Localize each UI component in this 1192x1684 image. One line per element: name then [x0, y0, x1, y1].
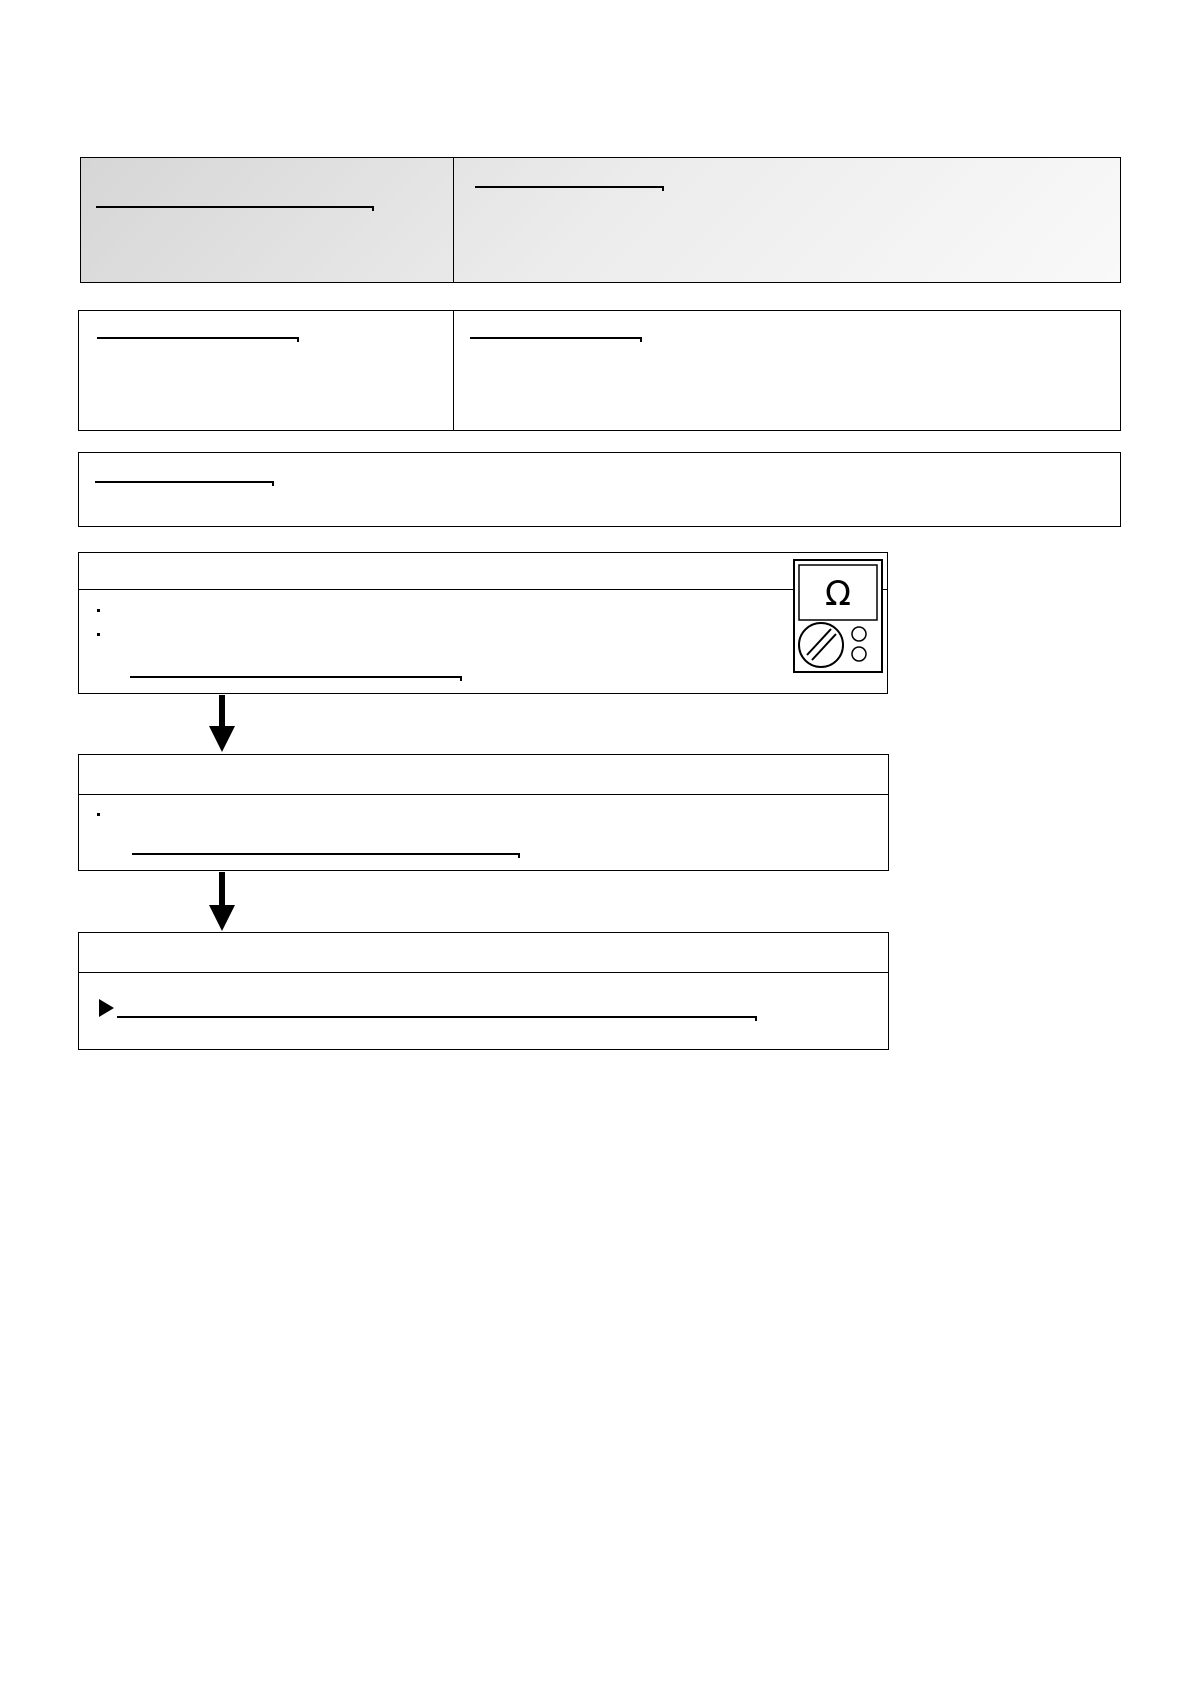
step-1-bullet-1 — [97, 609, 100, 612]
ohmmeter-display: Ω — [825, 574, 851, 614]
step-3-box — [78, 932, 889, 1050]
ohmmeter-icon — [793, 559, 883, 673]
step-3-header-divider — [79, 972, 888, 973]
header-right-underline — [475, 186, 662, 188]
flow-arrow-2-shaft — [219, 872, 225, 906]
flow-arrow-1-shaft — [219, 695, 225, 727]
step-2-box — [78, 754, 889, 871]
step-3-underline — [117, 1016, 755, 1018]
step-1-header-divider — [79, 589, 887, 590]
header-left-underline — [96, 206, 372, 208]
info-right-underline — [470, 337, 640, 339]
result-arrow-icon — [99, 999, 114, 1017]
step-1-box — [78, 552, 888, 694]
notice-underline — [95, 481, 272, 483]
info-box — [78, 310, 1121, 431]
step-1-bullet-2 — [97, 633, 100, 636]
step-2-bullet-1 — [97, 813, 100, 816]
step-2-underline — [132, 853, 518, 855]
step-2-header-divider — [79, 794, 888, 795]
flow-arrow-2-head — [209, 905, 235, 931]
info-left-underline — [97, 337, 297, 339]
flow-arrow-1-head — [209, 726, 235, 752]
header-divider — [453, 158, 454, 282]
notice-box — [78, 452, 1121, 527]
step-1-underline — [130, 676, 460, 678]
info-divider — [453, 311, 454, 430]
header-box — [80, 157, 1121, 283]
